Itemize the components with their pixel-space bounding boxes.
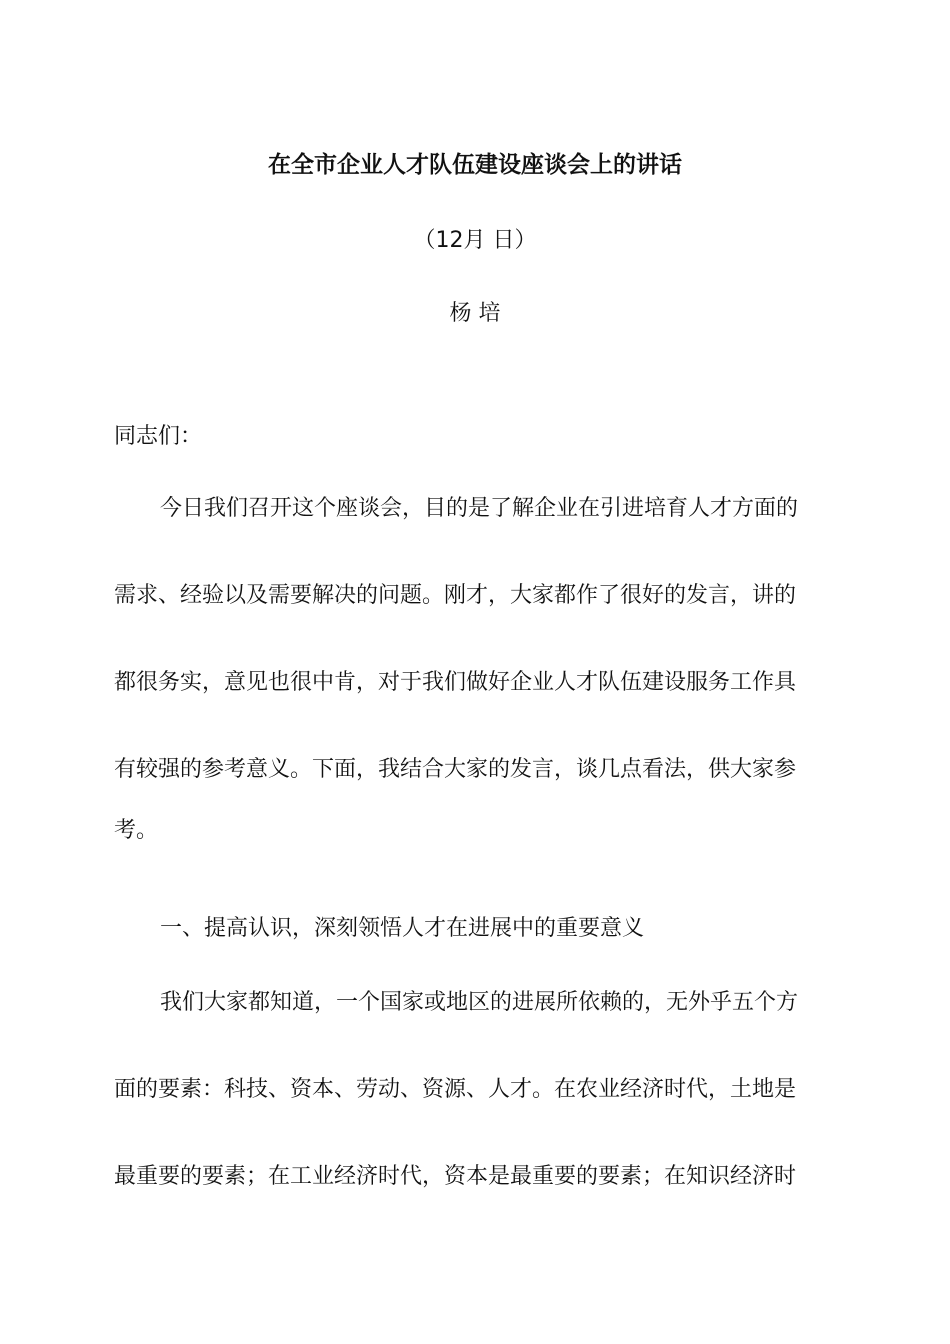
paragraph-line: 都很务实，意见也很中肯，对于我们做好企业人才队伍建设服务工作具 bbox=[114, 670, 797, 695]
document-author: 杨 培 bbox=[449, 301, 501, 326]
paragraph-line: 最重要的要素；在工业经济时代，资本是最重要的要素；在知识经济时 bbox=[114, 1164, 797, 1189]
document-date: （12月 日） bbox=[413, 228, 537, 253]
document-title: 在全市企业人才队伍建设座谈会上的讲话 bbox=[268, 152, 682, 178]
paragraph-line: 面的要素：科技、资本、劳动、资源、人才。在农业经济时代，土地是 bbox=[114, 1077, 797, 1102]
paragraph-line: 有较强的参考意义。下面，我结合大家的发言，谈几点看法，供大家参 bbox=[114, 757, 797, 782]
paragraph-line: 考。 bbox=[114, 818, 159, 843]
paragraph-line: 今日我们召开这个座谈会，目的是了解企业在引进培育人才方面的 bbox=[160, 496, 799, 521]
salutation: 同志们： bbox=[114, 424, 203, 449]
paragraph-line: 需求、经验以及需要解决的问题。刚才，大家都作了很好的发言，讲的 bbox=[114, 583, 797, 608]
paragraph-line: 我们大家都知道，一个国家或地区的进展所依赖的，无外乎五个方 bbox=[160, 990, 799, 1015]
section-heading: 一、提高认识，深刻领悟人才在进展中的重要意义 bbox=[160, 916, 645, 941]
